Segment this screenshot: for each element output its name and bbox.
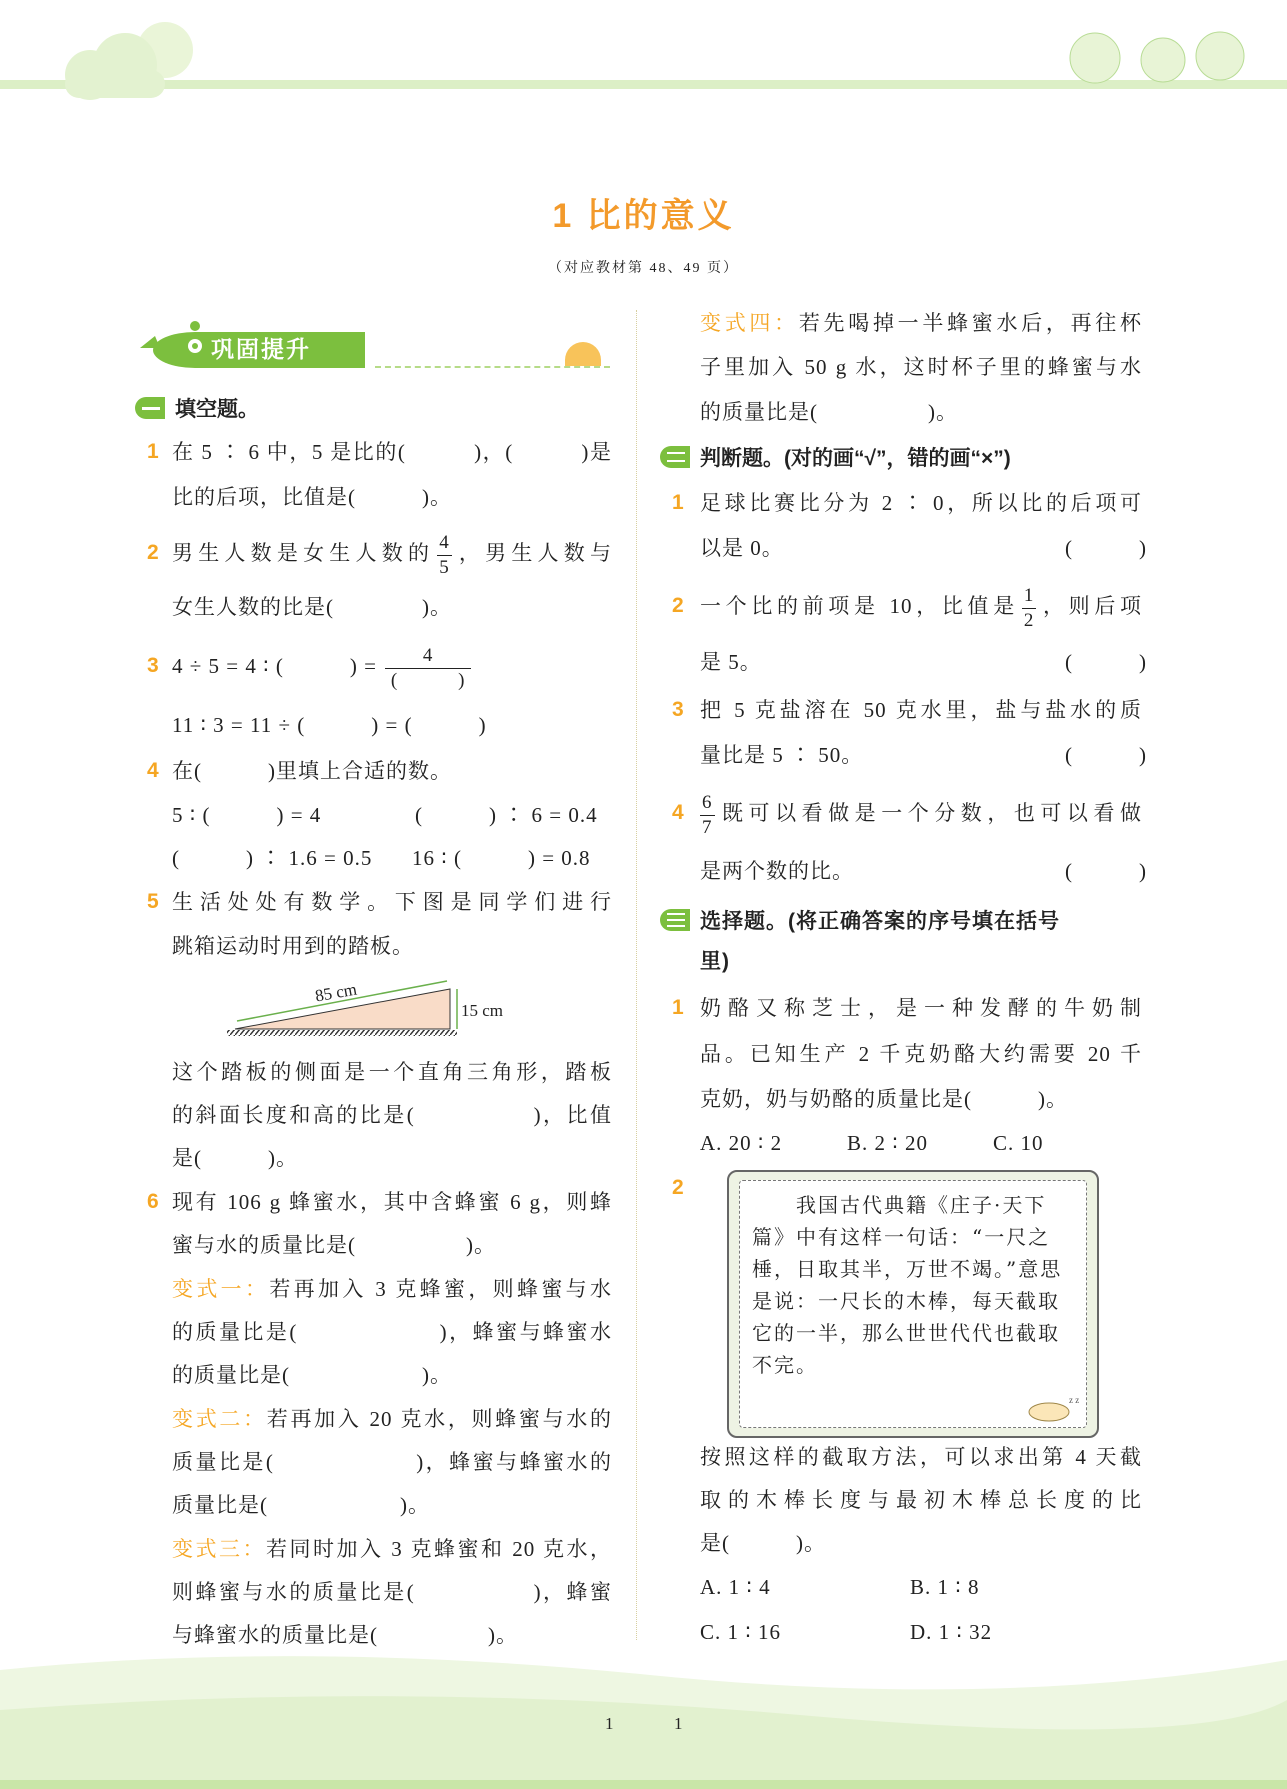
text: 若先喝掉一半蜂蜜水后，再往杯 <box>798 311 1143 335</box>
question-line: 取的木棒长度与最初木棒总长度的比 <box>700 1488 1142 1512</box>
question-line: 品。已知生产 2 千克奶酪大约需要 20 千 <box>700 1042 1142 1066</box>
section-true-false <box>660 442 1011 472</box>
question-line: 女生人数的比是( )。 <box>172 595 452 619</box>
question-number: 1 <box>147 440 159 463</box>
answer-blank[interactable]: ( ) <box>1065 650 1147 674</box>
denominator-blank[interactable]: ( ) <box>390 669 466 691</box>
question-line: 以是 0。 <box>700 536 784 560</box>
page-title: 1 比的意义 <box>552 197 735 235</box>
question-line: 的质量比是( )，蜂蜜与蜂蜜水 <box>172 1320 612 1344</box>
option-b[interactable]: B. 1 ∶ 8 <box>910 1575 980 1599</box>
variant-line <box>700 308 1142 338</box>
section-multiple-choice <box>660 905 1140 935</box>
text: 既可以看做是一个分数，也可以看做 <box>717 801 1142 825</box>
question-line: 在 5 ∶ 6 中，5 是比的( )，( )是 <box>172 440 612 464</box>
question-line: 量比是 5 ∶ 50。 <box>700 743 864 767</box>
question-line: 质量比是( )。 <box>172 1493 430 1517</box>
question-number: 4 <box>672 801 684 824</box>
question-line: 的质量比是( )。 <box>172 1363 452 1387</box>
question-line: 这个踏板的侧面是一个直角三角形，踏板 <box>172 1060 612 1084</box>
variant-line <box>172 1534 612 1564</box>
question-line <box>700 790 1142 840</box>
section-banner <box>135 318 615 368</box>
question-line <box>172 530 612 580</box>
question-line: 蜜与水的质量比是( )。 <box>172 1233 496 1257</box>
banner-label: 巩固提升 <box>211 336 311 362</box>
question-line: 质量比是( )，蜂蜜与蜂蜜水的 <box>172 1450 612 1474</box>
question-line: 跳箱运动时用到的踏板。 <box>172 934 414 958</box>
question-number: 5 <box>147 890 159 913</box>
question-line: 是两个数的比。 <box>700 859 854 883</box>
question-line: 11 ∶ 3 = 11 ÷ ( ) = ( ) <box>172 713 487 737</box>
banner-dash-line <box>375 366 610 368</box>
option-a[interactable]: A. 1 ∶ 4 <box>700 1575 771 1599</box>
text: 男生人数是女生人数的 <box>172 541 435 565</box>
cartoon-animals-decoration <box>1055 20 1255 85</box>
question-line: 按照这样的截取方法，可以求出第 4 天截 <box>700 1445 1142 1469</box>
question-number: 1 <box>672 996 684 1019</box>
section-badge <box>660 446 690 468</box>
question-number: 3 <box>147 654 159 677</box>
variant-label: 变式一： <box>172 1277 270 1301</box>
page-subtitle: （对应教材第 48、49 页） <box>548 261 739 276</box>
section-title: 判断题。(对的画“√”，错的画“×”) <box>700 447 1011 470</box>
option-b[interactable]: B. 2 ∶ 20 <box>847 1131 928 1155</box>
variant-label: 变式四： <box>700 311 799 335</box>
question-number: 6 <box>147 1190 159 1213</box>
sun-icon <box>565 342 601 366</box>
question-number: 1 <box>672 491 684 514</box>
section-badge <box>660 909 690 931</box>
reading-text: 我国古代典籍《庄子·天下篇》中有这样一句话：“一尺之棰，日取其半，万世不竭。”意思是说：一尺长的木棒，每天截取它的一半，那么世世代代也截取不完。 <box>739 1180 1087 1428</box>
question-line: 比的后项，比值是( )。 <box>172 485 452 509</box>
slope-label: 85 cm <box>313 979 359 1006</box>
question-line: 是 5。 <box>700 650 762 674</box>
option-d[interactable]: D. 1 ∶ 32 <box>910 1620 993 1644</box>
sleeping-cat-icon <box>1023 1393 1083 1423</box>
column-divider <box>636 310 637 1640</box>
text: ，则后项 <box>1039 594 1143 618</box>
answer-blank[interactable]: ( ) <box>1065 536 1147 560</box>
option-a[interactable]: A. 20 ∶ 2 <box>700 1131 783 1155</box>
equation: ( ) ∶ 6 = 0.4 <box>415 803 598 827</box>
question-line: 把 5 克盐溶在 50 克水里，盐与盐水的质 <box>700 698 1142 722</box>
section-title: 选择题。(将正确答案的序号填在括号 <box>700 910 1060 933</box>
option-c[interactable]: C. 10 <box>993 1131 1044 1155</box>
section-fill-blank <box>135 393 259 423</box>
denominator: 7 <box>702 816 713 838</box>
section-title: 填空题。 <box>175 398 259 421</box>
question-number: 2 <box>672 1176 684 1199</box>
question-number: 2 <box>672 594 684 617</box>
height-label: 15 cm <box>461 1001 504 1020</box>
text: 4 ÷ 5 = 4 ∶ ( ) = <box>172 654 377 678</box>
option-c[interactable]: C. 1 ∶ 16 <box>700 1620 781 1644</box>
page-number-right: 1 <box>674 1714 683 1733</box>
variant-line <box>172 1274 612 1304</box>
variant-line <box>172 1404 612 1434</box>
question-line: 子里加入 50 g 水，这时杯子里的蜂蜜与水 <box>700 355 1142 379</box>
question-line: 在( )里填上合适的数。 <box>172 759 452 783</box>
question-line: 足球比赛比分为 2 ∶ 0，所以比的后项可 <box>700 491 1142 515</box>
question-line: 生活处处有数学。下图是同学们进行 <box>172 890 612 914</box>
question-line: 的质量比是( )。 <box>700 400 958 424</box>
question-line: 与蜂蜜水的质量比是( )。 <box>172 1623 518 1647</box>
question-line: 则蜂蜜与水的质量比是( )，蜂蜜 <box>172 1580 612 1604</box>
numerator: 4 <box>437 531 452 556</box>
text: 若再加入 3 克蜂蜜，则蜂蜜与水 <box>269 1277 613 1301</box>
question-line: 是( )。 <box>172 1146 298 1170</box>
answer-blank[interactable]: ( ) <box>1065 859 1147 883</box>
text: 若再加入 20 克水，则蜂蜜与水的 <box>266 1407 613 1431</box>
question-line <box>172 643 612 693</box>
page-number-left: 1 <box>605 1714 614 1733</box>
denominator: 2 <box>1023 609 1035 631</box>
fraction <box>700 791 715 840</box>
question-number: 3 <box>672 698 684 721</box>
section-title-cont: 里) <box>700 950 730 973</box>
question-line: 是( )。 <box>700 1531 826 1555</box>
question-number: 2 <box>147 541 159 564</box>
numerator: 6 <box>700 791 715 816</box>
question-line: 的斜面长度和高的比是( )，比值 <box>172 1103 612 1127</box>
section-badge <box>135 397 165 419</box>
equation: ( ) ∶ 1.6 = 0.5 <box>172 846 373 870</box>
question-number: 4 <box>147 759 159 782</box>
answer-blank[interactable]: ( ) <box>1065 743 1147 767</box>
denominator: 5 <box>439 556 450 578</box>
variant-label: 变式三： <box>172 1537 266 1561</box>
text: ，男生人数与 <box>454 541 612 565</box>
reading-box <box>727 1170 1099 1438</box>
question-line: 现有 106 g 蜂蜜水，其中含蜂蜜 6 g，则蜂 <box>172 1190 612 1214</box>
fraction <box>1022 584 1037 633</box>
text: 一个比的前项是 10，比值是 <box>700 594 1019 618</box>
numerator: 1 <box>1022 584 1037 609</box>
hills-decoration <box>0 1640 1287 1789</box>
question-line: 克奶，奶与奶酪的质量比是( )。 <box>700 1087 1068 1111</box>
variant-label: 变式二： <box>172 1407 267 1431</box>
fraction <box>437 531 452 580</box>
springboard-figure <box>225 975 525 1040</box>
question-line: 奶酪又称芝士，是一种发酵的牛奶制 <box>700 996 1142 1020</box>
svg-text:z z: z z <box>1069 1395 1080 1405</box>
equation: 5 ∶ ( ) = 4 <box>172 803 322 827</box>
text: 若同时加入 3 克蜂蜜和 20 克水， <box>266 1537 612 1561</box>
equation: 16 ∶ ( ) = 0.8 <box>412 846 591 870</box>
fraction <box>385 644 472 693</box>
numerator: 4 <box>385 644 472 669</box>
question-line <box>700 583 1142 633</box>
cloud-sun-decoration <box>20 5 210 105</box>
